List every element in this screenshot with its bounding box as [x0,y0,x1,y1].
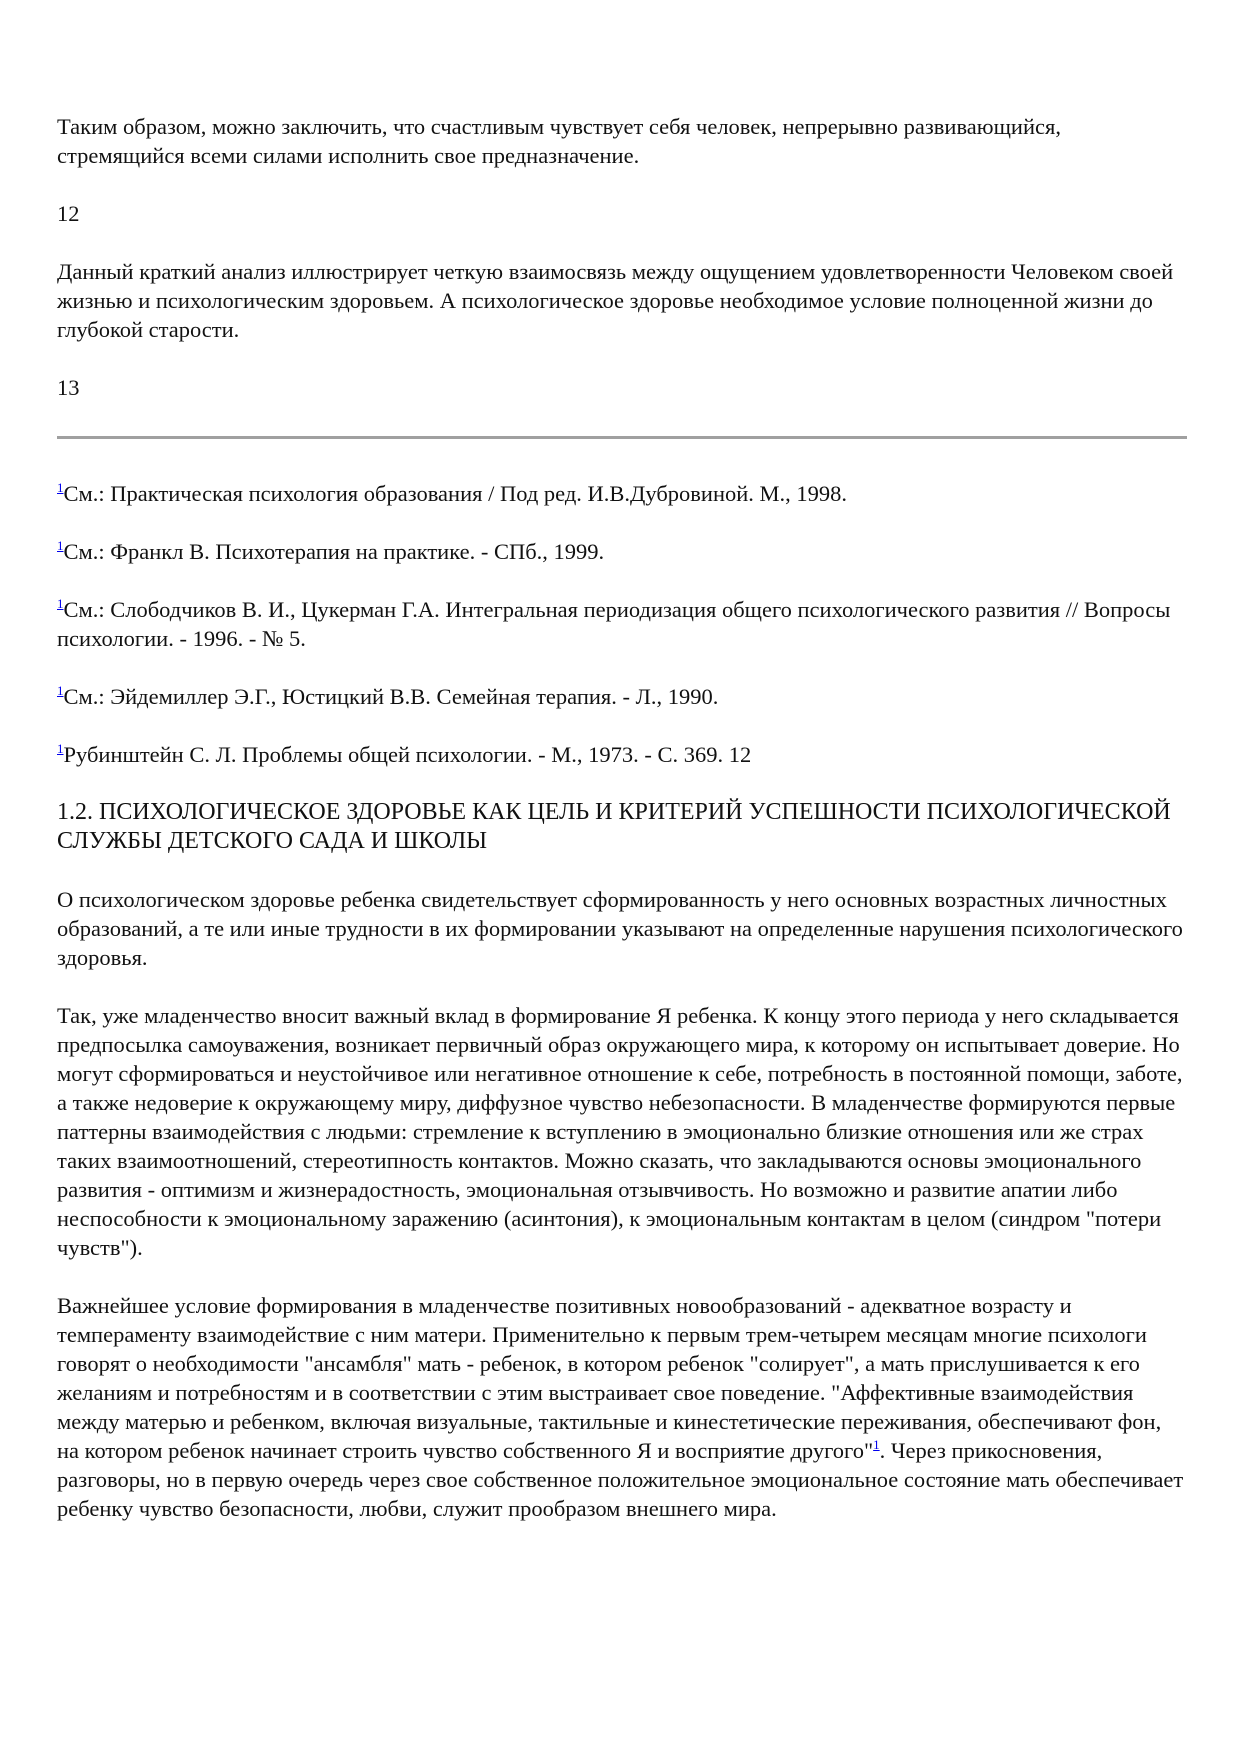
footnote [57,537,1187,566]
paragraph-conclusion: Таким образом, можно заключить, что счастливым чувствует себя человек, непрерывно развивающийся, стремящийся всеми силами исполнить свое предназначение. [57,114,1061,168]
footnote-separator [57,436,1187,439]
footnote-link[interactable]: 1 [873,1437,880,1452]
footnote [57,682,1187,711]
footnote-text: См.: Франкл В. Психотерапия на практике. - СПб., 1999. [63,539,605,564]
footnote-text: См.: Эйдемиллер Э.Г., Юстицкий В.В. Семейная терапия. - Л., 1990. [63,684,719,709]
footnote [57,740,1187,769]
paragraph-infancy: Так, уже младенчество вносит важный вклад в формирование Я ребенка. К концу этого периода у него складывается предпосылка самоуважения, возникает первичный образ окружающего мира, к которому он испытывает доверие. Но могут сформироваться и неустойчивое или негативное отношение к себе, потребность в постоянной помощи, заботе, а также недоверие к окружающему миру, диффузное чувство небезопасности. В младенчестве формируются первые паттерны взаимодействия с людьми: стремление к вступлению в эмоционально близкие отношения или же страх таких взаимоотношений, стереотипность контактов. Можно сказать, что закладываются основы эмоционального развития - оптимизм и жизнерадостность, эмоциональная отзывчивость. Но возможно и развитие апатии либо неспособности к эмоциональному заражению (асинтония), к эмоциональным контактам в целом (синдром "потери чувств"). [57,1003,1183,1260]
paragraph-text: . Через прикосновения, разговоры, но в первую очередь через свое собственное положительное эмоциональное состояние мать обеспечивает ребенку чувство безопасности, любви, служит прообразом внешнего мира. [57,1438,1184,1521]
footnote-link[interactable]: 1 [57,538,64,553]
section-title: 1.2. ПСИХОЛОГИЧЕСКОЕ ЗДОРОВЬЕ КАК ЦЕЛЬ И КРИТЕРИЙ УСПЕШНОСТИ ПСИХОЛОГИЧЕСКОЙ СЛУЖБЫ ДЕТСКОГО САДА И ШКОЛЫ [57,799,1171,854]
footnote-text: См.: Практическая психология образования / Под ред. И.В.Дубровиной. М., 1998. [63,481,848,506]
page-number: 13 [57,375,80,400]
footnote-link[interactable]: 1 [57,683,64,698]
paragraph-analysis: Данный краткий анализ иллюстрирует четкую взаимосвязь между ощущением удовлетворенности Человеком своей жизнью и психологическим здоровьем. А психологическое здоровье необходимое условие полноценной жизни до глубокой старости. [57,259,1174,342]
page-number: 12 [57,201,80,226]
footnote-text: См.: Слободчиков В. И., Цукерман Г.А. Интегральная периодизация общего психологического развития // Вопросы психологии. - 1996. - № 5. [57,597,1171,651]
footnote-link[interactable]: 1 [57,480,64,495]
footnote-link[interactable]: 1 [57,596,64,611]
footnote [57,479,1187,508]
paragraph-health-indicators: О психологическом здоровье ребенка свидетельствует сформированность у него основных возрастных личностных образований, а те или иные трудности в их формировании указывают на определенные нарушения психологического здоровья. [57,887,1183,970]
footnote-text: Рубинштейн С. Л. Проблемы общей психологии. - М., 1973. - С. 369. 12 [63,742,752,767]
paragraph-text: Важнейшее условие формирования в младенчестве позитивных новообразований - адекватное возрасту и темпераменту взаимодействие с ним матери. Применительно к первым трем-четырем месяцам многие психологи говорят о необходимости "ансамбля" мать - ребенок, в котором ребенок "солирует", а мать прислушивается к его желаниям и потребностям и в соответствии с этим выстраивает свое поведение. "Аффективные взаимодействия между матерью и ребенком, включая визуальные, тактильные и кинестетические переживания, обеспечивают фон, на котором ребенок начинает строить чувство собственного Я и восприятие другого" [57,1293,1162,1463]
paragraph-mother-interaction [57,1291,1187,1523]
footnote [57,595,1187,653]
footnote-link[interactable]: 1 [57,741,64,756]
document-page [57,112,1187,1552]
